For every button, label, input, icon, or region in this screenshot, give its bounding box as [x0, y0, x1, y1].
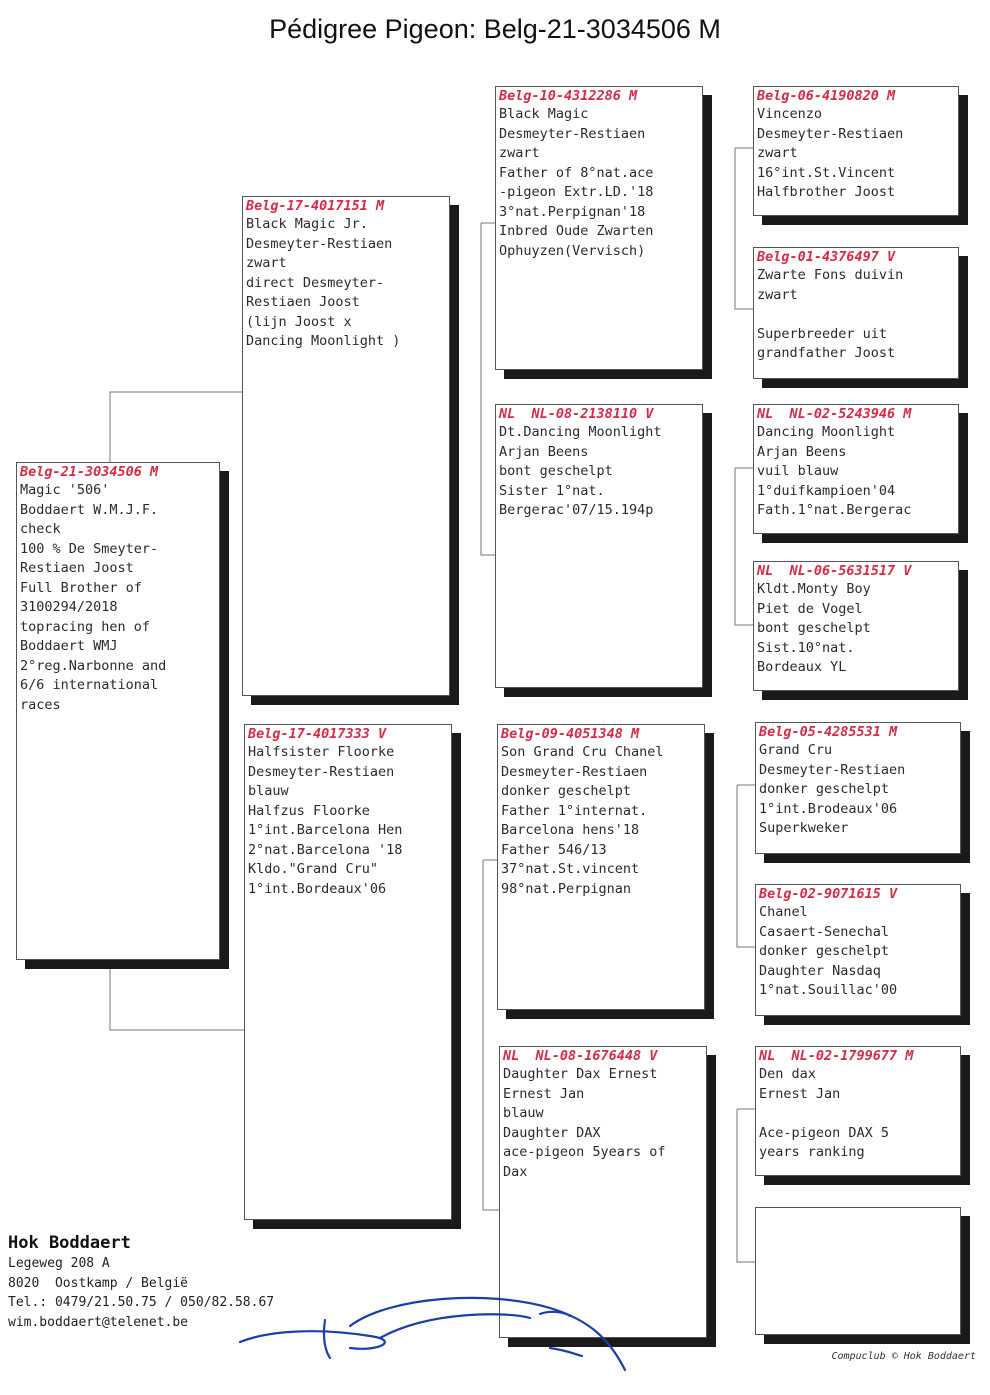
- pedigree-line: ace-pigeon 5years of: [503, 1144, 666, 1160]
- pedigree-line: 3°nat.Perpignan'18: [499, 203, 646, 220]
- pedigree-card-dd-sire: [755, 1046, 961, 1176]
- pedigree-line: Desmeyter-Restiaen: [248, 763, 395, 780]
- pedigree-card-ds-sire: [755, 722, 961, 854]
- pedigree-line: Father of 8°nat.ace: [499, 164, 654, 181]
- pedigree-line: bont geschelpt: [499, 463, 613, 479]
- pedigree-line: Daughter DAX: [503, 1124, 601, 1141]
- ring-number: Belg-09-4051348 M: [501, 726, 640, 742]
- pedigree-line: Magic '506': [20, 482, 110, 498]
- pedigree-line: Father 546/13: [501, 841, 607, 858]
- pedigree-line: vuil blauw: [757, 463, 839, 479]
- pedigree-line: Black Magic Jr.: [246, 216, 368, 232]
- pedigree-card-ds-dam: [755, 884, 961, 1016]
- pedigree-card-sd-dam: [753, 561, 959, 691]
- pedigree-line: Halfsister Floorke: [248, 744, 395, 760]
- pedigree-line: zwart: [246, 255, 287, 271]
- pedigree-line: Sist.10°nat.: [757, 639, 855, 656]
- page-title: Pédigree Pigeon: Belg-21-3034506 M: [269, 14, 721, 44]
- ring-number: Belg-01-4376497 V: [757, 249, 896, 265]
- pedigree-line: Boddaert WMJ: [20, 638, 118, 654]
- pedigree-line: Barcelona hens'18: [501, 822, 640, 838]
- pedigree-line: Dt.Dancing Moonlight: [499, 424, 662, 440]
- ring-number: Belg-10-4312286 M: [499, 88, 638, 104]
- pedigree-line: Kldo."Grand Cru": [248, 861, 379, 877]
- pedigree-line: Desmeyter-Restiaen: [246, 235, 393, 252]
- pedigree-line: blauw: [503, 1105, 544, 1121]
- ring-number: NL NL-08-2138110 V: [499, 406, 654, 422]
- pedigree-line: Restiaen Joost: [20, 560, 134, 576]
- breeder-phone: Tel.: 0479/21.50.75 / 050/82.58.67: [8, 1295, 275, 1310]
- pedigree-line: Bordeaux YL: [757, 659, 847, 675]
- pedigree-card-sire-dam: [495, 404, 703, 688]
- pedigree-line: direct Desmeyter-: [246, 274, 385, 291]
- pedigree-line: [757, 305, 955, 325]
- breeder-name: Hok Boddaert: [8, 1233, 131, 1253]
- pedigree-line: blauw: [248, 783, 289, 799]
- pedigree-line: zwart: [757, 145, 798, 161]
- pedigree-line: Superkweker: [759, 820, 849, 836]
- ring-number: Belg-06-4190820 M: [757, 88, 896, 104]
- pedigree-line: Fath.1°nat.Bergerac: [757, 502, 912, 518]
- pedigree-line: Halfzus Floorke: [248, 802, 370, 819]
- pedigree-card-ss-sire: [753, 86, 959, 216]
- pedigree-line: topracing hen of: [20, 618, 151, 635]
- pedigree-line: 16°int.St.Vincent: [757, 164, 896, 181]
- pedigree-line: Father 1°internat.: [501, 802, 648, 819]
- pedigree-card-ss-dam: [753, 247, 959, 379]
- pedigree-card-dam-sire: [497, 724, 705, 1010]
- pedigree-line: donker geschelpt: [759, 943, 890, 959]
- ring-number: Belg-17-4017151 M: [246, 198, 385, 214]
- pedigree-line: 6/6 international: [20, 677, 159, 693]
- pedigree-line: races: [20, 696, 61, 713]
- pedigree-line: check: [20, 521, 61, 537]
- pedigree-line: bont geschelpt: [757, 620, 871, 636]
- ring-number: NL NL-02-1799677 M: [759, 1048, 914, 1064]
- pedigree-card-sire-sire: [495, 86, 703, 370]
- pedigree-line: Halfbrother Joost: [757, 184, 896, 200]
- pedigree-line: 2°nat.Barcelona '18: [248, 841, 403, 858]
- pedigree-card-sd-sire: [753, 404, 959, 534]
- ring-number: Belg-05-4285531 M: [759, 724, 898, 740]
- breeder-address-line: 8020 Oostkamp / België: [8, 1275, 189, 1291]
- pedigree-line: 37°nat.St.vincent: [501, 861, 640, 877]
- pedigree-line: Ace-pigeon DAX 5: [759, 1124, 890, 1141]
- pedigree-line: Den dax: [759, 1066, 816, 1082]
- pedigree-line: Superbreeder uit: [757, 325, 888, 342]
- pedigree-line: 2°reg.Narbonne and: [20, 657, 167, 674]
- pedigree-line: 1°duifkampioen'04: [757, 482, 896, 499]
- pedigree-line: Daughter Nasdaq: [759, 962, 881, 979]
- pedigree-line: Desmeyter-Restiaen: [757, 125, 904, 142]
- pedigree-line: Ophuyzen(Vervisch): [499, 242, 646, 259]
- ring-number: Belg-02-9071615 V: [759, 886, 898, 902]
- pedigree-line: Zwarte Fons duivin: [757, 267, 904, 283]
- breeder-address-line: Legeweg 208 A: [8, 1256, 110, 1271]
- ring-number: NL NL-02-5243946 M: [757, 406, 912, 422]
- pedigree-line: -pigeon Extr.LD.'18: [499, 184, 654, 200]
- pedigree-card-sire: [242, 196, 450, 696]
- pedigree-line: Arjan Beens: [499, 443, 589, 460]
- pedigree-line: [759, 1104, 957, 1124]
- pedigree-line: Restiaen Joost: [246, 294, 360, 310]
- pedigree-line: donker geschelpt: [759, 781, 890, 797]
- pedigree-line: 3100294/2018: [20, 599, 118, 615]
- ring-number: NL NL-06-5631517 V: [757, 563, 912, 579]
- pedigree-line: Dax: [503, 1163, 528, 1180]
- pedigree-line: Grand Cru: [759, 742, 833, 758]
- pedigree-line: Dancing Moonlight ): [246, 333, 401, 349]
- pedigree-line: Boddaert W.M.J.F.: [20, 501, 159, 518]
- pedigree-line: Dancing Moonlight: [757, 424, 896, 440]
- pedigree-line: Ernest Jan: [503, 1085, 585, 1102]
- pedigree-card-dd-dam-empty: [755, 1207, 961, 1335]
- footer-credit: Compuclub © Hok Boddaert: [831, 1351, 976, 1362]
- pedigree-line: Black Magic: [499, 106, 589, 122]
- pedigree-line: 100 % De Smeyter-: [20, 540, 159, 557]
- pedigree-line: zwart: [499, 145, 540, 161]
- pedigree-line: years ranking: [759, 1144, 865, 1160]
- pedigree-line: Desmeyter-Restiaen: [759, 761, 906, 778]
- handwritten-signature: [230, 1290, 650, 1390]
- pedigree-line: Ernest Jan: [759, 1085, 841, 1102]
- pedigree-line: donker geschelpt: [501, 783, 632, 799]
- pedigree-line: Sister 1°nat.: [499, 482, 605, 499]
- pedigree-line: Casaert-Senechal: [759, 923, 890, 940]
- pedigree-line: zwart: [757, 286, 798, 303]
- pedigree-line: Arjan Beens: [757, 443, 847, 460]
- pedigree-line: Son Grand Cru Chanel: [501, 744, 664, 760]
- pedigree-line: Kldt.Monty Boy: [757, 581, 871, 597]
- pedigree-line: Full Brother of: [20, 579, 142, 596]
- ring-number: Belg-21-3034506 M: [20, 464, 159, 480]
- pedigree-line: 1°nat.Souillac'00: [759, 982, 898, 998]
- pedigree-line: 1°int.Brodeaux'06: [759, 800, 898, 817]
- pedigree-line: Inbred Oude Zwarten: [499, 223, 654, 239]
- pedigree-line: Daughter Dax Ernest: [503, 1066, 658, 1082]
- pedigree-card-dam: [244, 724, 452, 1220]
- pedigree-line: 98°nat.Perpignan: [501, 880, 632, 897]
- pedigree-line: Bergerac'07/15.194p: [499, 502, 654, 518]
- pedigree-card-subject: [16, 462, 220, 960]
- pedigree-line: Desmeyter-Restiaen: [499, 125, 646, 142]
- ring-number: Belg-17-4017333 V: [248, 726, 387, 742]
- pedigree-line: 1°int.Bordeaux'06: [248, 880, 387, 897]
- pedigree-line: grandfather Joost: [757, 345, 896, 361]
- ring-number: NL NL-08-1676448 V: [503, 1048, 658, 1064]
- pedigree-line: (lijn Joost x: [246, 313, 352, 330]
- pedigree-line: Desmeyter-Restiaen: [501, 763, 648, 780]
- pedigree-line: Chanel: [759, 904, 808, 920]
- pedigree-line: 1°int.Barcelona Hen: [248, 822, 403, 838]
- breeder-email: wim.boddaert@telenet.be: [8, 1314, 189, 1330]
- pedigree-line: Piet de Vogel: [757, 600, 863, 617]
- pedigree-line: Vincenzo: [757, 106, 823, 122]
